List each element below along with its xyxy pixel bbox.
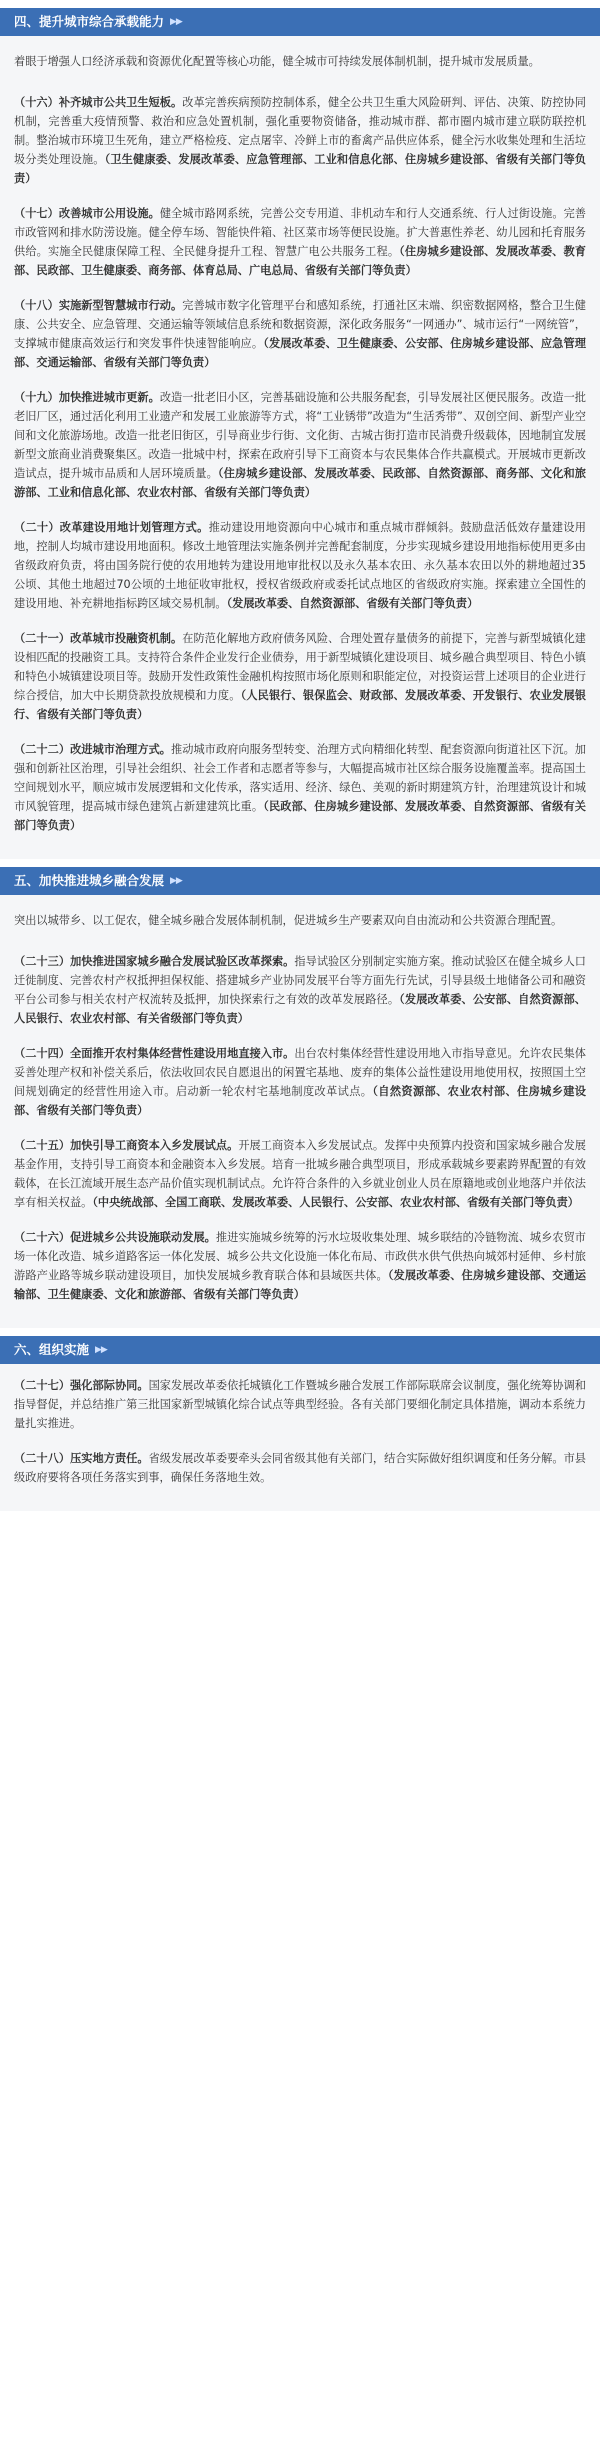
article-item-17 — [14, 204, 586, 280]
double-arrow-icon: ▶▶ — [95, 1345, 107, 1355]
section-intro: 着眼于增强人口经济承载和资源优化配置等核心功能，健全城市可持续发展体制机制，提升城市发展质量。 — [14, 55, 540, 68]
item-depts: （住房城乡建设部、发展改革委、教育部、民政部、卫生健康委、商务部、体育总局、广电总局、省级有关部门等负责） — [14, 245, 586, 277]
item-body: 改革完善疾病预防控制体系，健全公共卫生重大风险研判、评估、决策、防控协同机制，完善重大疫情预警、救治和应急处置机制，强化重要物资储备，推动城市群、都市圈内城市建立联防联控机制。整治城市环境卫生死角，建立严格检疫、定点屠宰、冷鲜上市的畜禽产品供应体系，健全污水收集处理和生活垃圾分类处理设施。 — [14, 96, 586, 166]
section-body-4 — [0, 36, 600, 859]
item-lead: （十六）补齐城市公共卫生短板。 — [14, 96, 183, 109]
item-body: 完善城市数字化管理平台和感知系统，打通社区末端、织密数据网格，整合卫生健康、公共安全、应急管理、交通运输等领域信息系统和数据资源，深化政务服务“一网通办”、城市运行“一网统管”，支撑城市健康高效运行和突发事件快速智能响应。 — [14, 299, 586, 350]
article-item-20 — [14, 518, 586, 613]
article-item-26 — [14, 1228, 586, 1304]
item-body: 在防范化解地方政府债务风险、合理处置存量债务的前提下，完善与新型城镇化建设相匹配的投融资工具。支持符合条件企业发行企业债券，用于新型城镇化建设项目、城乡融合典型项目、特色小镇和特色小城镇建设项目等。鼓励开发性政策性金融机构按照市场化原则和职能定位，对投资运营上述项目的企业进行综合授信，加大中长期贷款投放规模和力度。 — [14, 632, 586, 702]
item-body: 指导试验区分别制定实施方案。推动试验区在健全城乡人口迁徙制度、完善农村产权抵押担保权能、搭建城乡产业协同发展平台等方面先行先试，引导县级土地储备公司和融资平台公司参与相关农村产权流转及抵押，加快探索行之有效的改革发展路径。 — [14, 955, 586, 1006]
item-lead: （二十三）加快推进国家城乡融合发展试验区改革探索。 — [14, 955, 295, 968]
item-body: 开展工商资本入乡发展试点。发挥中央预算内投资和国家城乡融合发展基金作用，支持引导工商资本和金融资本入乡发展。培育一批城乡融合典型项目，形成承载城乡要素跨界配置的有效载体，在长江流域开展生态产品价值实现机制试点。允许符合条件的入乡就业创业人员在原籍地或创业地落户并依法享有相关权益。 — [14, 1139, 586, 1209]
article-item-19 — [14, 388, 586, 502]
section-title: 五、加快推进城乡融合发展 — [14, 873, 165, 888]
article-item-27 — [14, 1376, 586, 1433]
item-depts: （自然资源部、农业农村部、住房城乡建设部、省级有关部门等负责） — [14, 1085, 586, 1117]
item-lead: （二十八）压实地方责任。 — [14, 1452, 149, 1465]
item-depts: （发展改革委、自然资源部、省级有关部门等负责） — [226, 597, 479, 610]
item-body: 出台农村集体经营性建设用地入市指导意见。允许农民集体妥善处理产权和补偿关系后，依法收回农民自愿退出的闲置宅基地、废弃的集体公益性建设用地使用权，按照国土空间规划确定的经营性用途入市。启动新一轮农村宅基地制度改革试点。 — [14, 1047, 586, 1098]
article-item-16 — [14, 93, 586, 188]
item-body: 省级发展改革委要牵头会同省级其他有关部门，结合实际做好组织调度和任务分解。市县级政府要将各项任务落实到事，确保任务落地生效。 — [14, 1452, 586, 1484]
article-item-28 — [14, 1449, 586, 1487]
section-header-5 — [0, 867, 600, 895]
item-body: 国家发展改革委依托城镇化工作暨城乡融合发展工作部际联席会议制度，强化统筹协调和指导督促，并总结推广第三批国家新型城镇化综合试点等典型经验。各有关部门要细化制定具体措施，调动本系统力量扎实推进。 — [14, 1379, 586, 1430]
section-body-5 — [0, 895, 600, 1328]
item-lead: （十九）加快推进城市更新。 — [14, 391, 160, 404]
section-header-6 — [0, 1336, 600, 1364]
item-depts: （住房城乡建设部、发展改革委、民政部、自然资源部、商务部、文化和旅游部、工业和信息化部、农业农村部、省级有关部门等负责） — [14, 467, 586, 499]
item-lead: （二十五）加快引导工商资本入乡发展试点。 — [14, 1139, 239, 1152]
section-body-6 — [0, 1364, 600, 1511]
article-item-21 — [14, 629, 586, 724]
item-depts: （人民银行、银保监会、财政部、发展改革委、开发银行、农业发展银行、省级有关部门等负责） — [14, 689, 586, 721]
item-lead: （二十一）改革城市投融资机制。 — [14, 632, 183, 645]
item-depts: （卫生健康委、发展改革委、应急管理部、工业和信息化部、住房城乡建设部、省级有关部门等负责） — [14, 153, 586, 185]
item-depts: （民政部、住房城乡建设部、发展改革委、自然资源部、省级有关部门等负责） — [14, 800, 586, 832]
section-header-4 — [0, 8, 600, 36]
item-depts: （中央统战部、全国工商联、发展改革委、人民银行、公安部、农业农村部、省级有关部门等负责） — [92, 1196, 579, 1209]
item-body: 推进实施城乡统筹的污水垃圾收集处理、城乡联结的冷链物流、城乡农贸市场一体化改造、城乡道路客运一体化发展、城乡公共文化设施一体化布局、市政供水供气供热向城郊村延伸、乡村旅游路产业路等城乡联动建设项目，加快发展城乡教育联合体和县域医共体。 — [14, 1231, 586, 1282]
item-lead: （二十七）强化部际协同。 — [14, 1379, 149, 1392]
item-lead: （二十六）促进城乡公共设施联动发展。 — [14, 1231, 216, 1244]
double-arrow-icon: ▶▶ — [170, 17, 182, 27]
item-depts: （发展改革委、公安部、自然资源部、人民银行、农业农村部、有关省级部门等负责） — [14, 993, 586, 1025]
item-body: 推动建设用地资源向中心城市和重点城市群倾斜。鼓励盘活低效存量建设用地，控制人均城市建设用地面积。修改土地管理法实施条例并完善配套制度，分步实现城乡建设用地指标使用更多由省级政府负责，将由国务院行使的农用地转为建设用地审批权以及永久基本农田、永久基本农田以外的耕地超过35公顷、其他土地超过70公顷的土地征收审批权，授权省级政府或委托试点地区的省级政府实施。探索建立全国性的建设用地、补充耕地指标跨区域交易机制。 — [14, 521, 586, 610]
article-item-25 — [14, 1136, 586, 1212]
item-lead: （十八）实施新型智慧城市行动。 — [14, 299, 183, 312]
article-item-23 — [14, 952, 586, 1028]
item-depts: （发展改革委、住房城乡建设部、交通运输部、卫生健康委、文化和旅游部、省级有关部门等负责） — [14, 1269, 586, 1301]
section-title: 六、组织实施 — [14, 1342, 90, 1357]
article-item-18 — [14, 296, 586, 372]
double-arrow-icon: ▶▶ — [170, 876, 182, 886]
item-lead: （十七）改善城市公用设施。 — [14, 207, 160, 220]
item-depts: （发展改革委、卫生健康委、公安部、住房城乡建设部、应急管理部、交通运输部、省级有关部门等负责） — [14, 337, 586, 369]
section-intro: 突出以城带乡、以工促农，健全城乡融合发展体制机制，促进城乡生产要素双向自由流动和公共资源合理配置。 — [14, 914, 563, 927]
section-title: 四、提升城市综合承载能力 — [14, 14, 165, 29]
item-body: 改造一批老旧小区，完善基础设施和公共服务配套，引导发展社区便民服务。改造一批老旧厂区，通过活化利用工业遗产和发展工业旅游等方式，将“工业锈带”改造为“生活秀带”、双创空间、新型产业空间和文化旅游场地。改造一批老旧街区，引导商业步行街、文化街、古城古街打造市民消费升级载体，因地制宜发展新型文旅商业消费聚集区。改造一批城中村，探索在政府引导下工商资本与农民集体合作共赢模式。开展城市更新改造试点，提升城市品质和人居环境质量。 — [14, 391, 586, 480]
item-body: 推动城市政府向服务型转变、治理方式向精细化转型、配套资源向街道社区下沉。加强和创新社区治理，引导社会组织、社会工作者和志愿者等参与，大幅提高城市社区综合服务设施覆盖率。提高国土空间规划水平，顺应城市发展逻辑和文化传承，落实适用、经济、绿色、美观的新时期建筑方针，治理建筑设计和城市风貌管理，提高城市绿色建筑占新建建筑比重。 — [14, 743, 586, 813]
article-item-22 — [14, 740, 586, 835]
item-lead: （二十二）改进城市治理方式。 — [14, 743, 172, 756]
item-body: 健全城市路网系统，完善公交专用道、非机动车和行人交通系统、行人过街设施。完善市政管网和排水防涝设施。健全停车场、智能快件箱、社区菜市场等便民设施。扩大普惠性养老、幼儿园和托育服务供给。实施全民健康保障工程、全民健身提升工程、智慧广电公共服务工程。 — [14, 207, 586, 258]
item-lead: （二十四）全面推开农村集体经营性建设用地直接入市。 — [14, 1047, 295, 1060]
article-item-24 — [14, 1044, 586, 1120]
item-lead: （二十）改革建设用地计划管理方式。 — [14, 521, 209, 534]
